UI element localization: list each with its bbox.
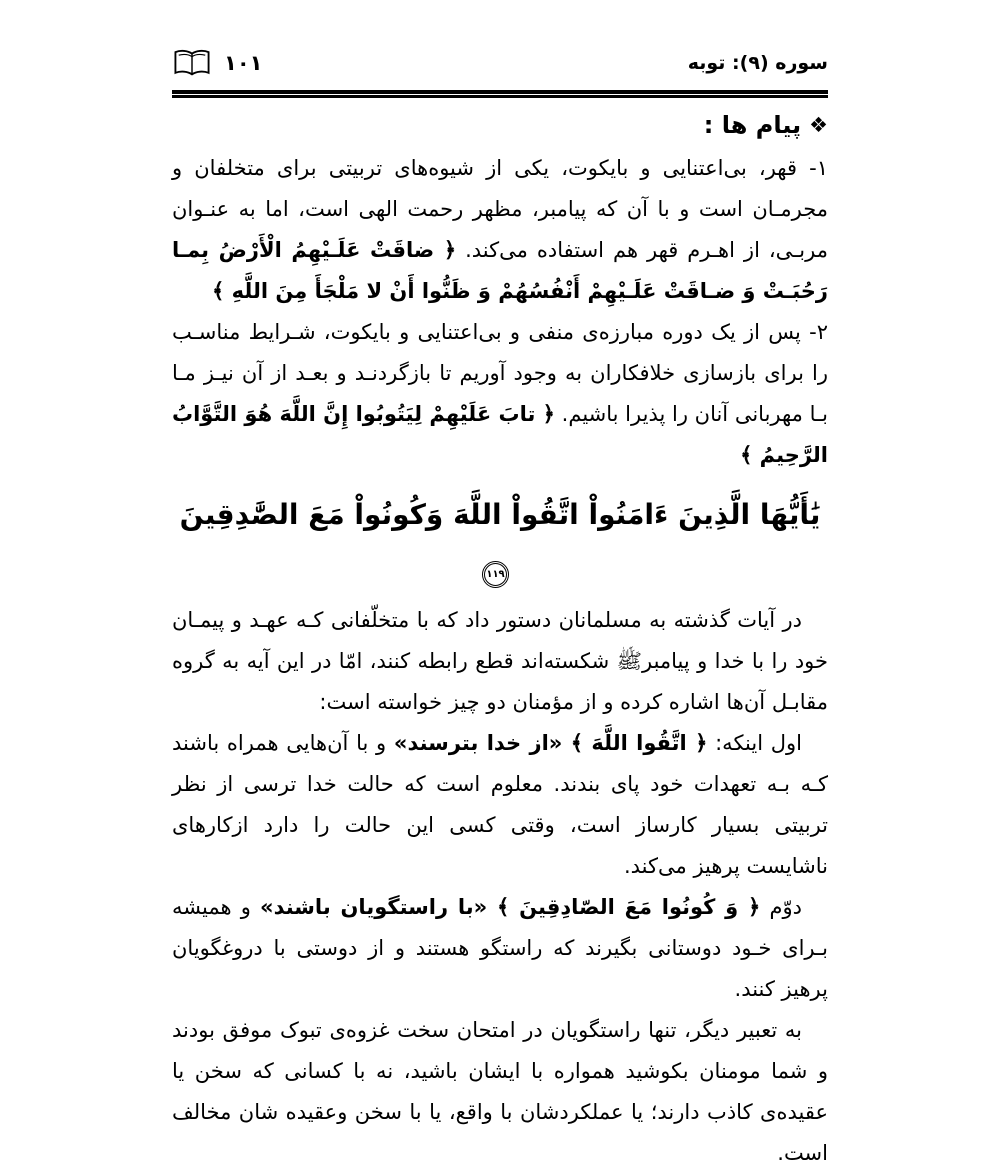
page-number-group [172,49,262,78]
chapter-title: سوره (۹): توبه [687,52,828,74]
page-number: ۱۰۱ [224,51,263,75]
open-book-icon [172,49,212,78]
paragraph-message-1 [172,148,828,312]
quran-quote: ﴿ اتَّقُوا اللَّهَ ﴾ [562,731,708,756]
messages-heading-label: پیام ها : [703,111,802,139]
body-text [172,148,828,1174]
text-run: ۲- پس از یک دوره مبارزه‌ی منفی و بی‌اعتنایی و بایکوت، شـرایط مناسـب را برای بازسازی خلافکاران به وجود آوریم تا بازگردنـد و بعـد از آن نیـز مـا بـا مهربانی آنان را پذیرا باشیم. [172,319,828,426]
quran-quote: ﴿ ضاقَتْ عَلَـيْهِمُ الْأَرْضُ بِمـا رَحُبَـتْ وَ ضـاقَتْ عَلَـيْهِمْ أَنْفُسُهُمْ وَ ظَنُّوا أَنْ لا مَلْجَأَ مِنَ اللَّهِ ﴾ [172,237,828,303]
translation-quote: «با راستگویان باشند» [260,895,488,920]
translation-quote: «از خدا بترسند» [393,731,563,756]
paragraph-first-point [172,723,828,887]
page-header [172,44,828,82]
messages-heading [172,111,828,140]
text-run: دوّم [760,895,803,920]
ayah-number: ۱۱۹ [486,568,505,580]
quran-quote: ﴿ وَ كُونُوا مَعَ الصّادِقِينَ ﴾ [487,895,761,920]
quran-quote: ﴿ تابَ عَلَيْهِمْ لِيَتُوبُوا إِنَّ اللَّهَ هُوَ التَّوَّابُ الرَّحِيمُ ﴾ [172,401,828,467]
text-run: اول اینکه: [707,731,803,756]
ayah-number-marker [482,561,509,588]
text-run: ۱- قهر، بی‌اعتنایی و بایکوت، یکی از شیوه‌های تربیتی برای متخلفان و مجرمـان است و با آن که پیامبر، مظهر رحمت الهی است، اما به عنـوان مربـی، از اهـرم قهر هم استفاده می‌کند. [172,155,828,262]
text-run: در آیات گذشته به مسلمانان دستور داد که با متخلّفانی کـه عهـد و پیمـان خود را با خدا و پیامبرﷺ شکسته‌اند قطع رابطه کنند، امّا در این آیه به گروه مقابـل آن‌ها اشاره کرده و از مؤمنان دو چیز خواسته است: [172,608,828,715]
quran-verse-line [172,491,828,589]
text-run: و با آن‌هایی همراه باشند کـه بـه تعهدات خود پای بندند. معلوم است که حالت خدا ترسی از نظر تربیتی بسیار کارساز است، وقتی کسی این حالت را دارد ازکارهای ناشایست پرهیز می‌کند. [172,731,828,879]
text-run: و همیشه بـرای خـود دوستانی بگیرند که راستگو هستند و از دوستی با دروغگویان پرهیز کنند. [172,895,828,1002]
paragraph-second-point [172,887,828,1010]
paragraph-message-2 [172,312,828,476]
paragraph-commentary-intro [172,600,828,723]
header-double-rule [172,90,828,98]
text-run: به تعبیر دیگر، تنها راستگویان در امتحان سخت غزوه‌ی تبوک موفق بودند و شما مومنان بکوشید همواره با ایشان باشید، نه با کسانی که سخن یا عقیده‌ی کاذب دارند؛ یا عملکردشان با واقع، یا با سخن وعقیده شان مخالف است. [172,1018,828,1166]
diamond-bullet-icon: ❖ [809,113,828,137]
paragraph-closing [172,1010,828,1174]
quran-verse-text: يَٰأَيُّهَا الَّذِينَ ءَامَنُواْ اتَّقُواْ اللَّهَ وَكُونُواْ مَعَ الصَّٰدِقِينَ [179,497,821,531]
